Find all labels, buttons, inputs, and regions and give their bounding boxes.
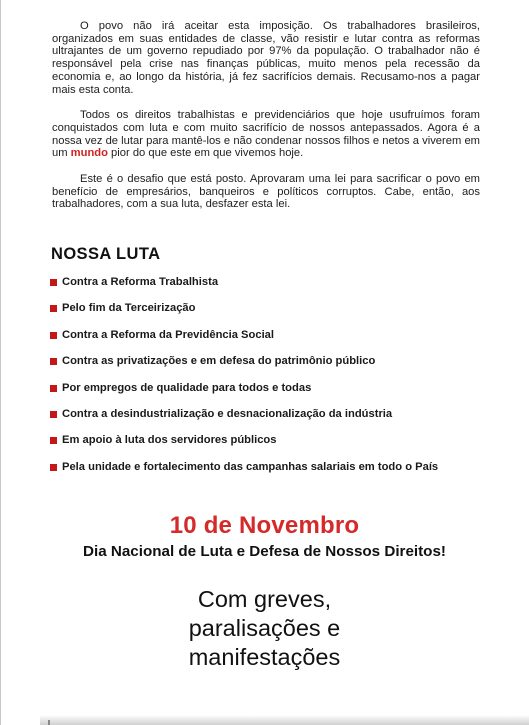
- square-bullet-icon: [50, 385, 57, 392]
- page-edge-mark: [48, 720, 50, 725]
- square-bullet-icon: [50, 437, 57, 444]
- list-item-label: Pela unidade e fortalecimento das campanhas salariais em todo o País: [62, 460, 439, 473]
- list-item: [50, 461, 490, 487]
- list-item: [50, 355, 490, 381]
- list-item-label: Por empregos de qualidade para todos e todas: [62, 381, 312, 394]
- list-item: [50, 408, 490, 434]
- list-item-label: Contra a Reforma Trabalhista: [62, 276, 219, 288]
- list-item: [50, 276, 490, 302]
- slogan-line: paralisações e: [188, 615, 341, 641]
- list-item-label: Pelo fim da Terceirização: [62, 302, 196, 315]
- paragraph-2: [52, 109, 480, 160]
- list-item: [50, 329, 490, 355]
- list-item: [50, 434, 490, 460]
- list-item-label: Contra a Reforma da Previdência Social: [62, 328, 275, 341]
- list-item: [50, 302, 490, 328]
- square-bullet-icon: [50, 411, 57, 418]
- highlighted-word: mundo: [70, 147, 108, 160]
- slogan: [0, 585, 529, 672]
- square-bullet-icon: [50, 332, 57, 339]
- list-item: [50, 382, 490, 408]
- slogan-line: manifestações: [188, 644, 341, 670]
- square-bullet-icon: [50, 464, 57, 471]
- event-title: Dia Nacional de Luta e Defesa de Nossos Direitos!: [83, 543, 446, 560]
- page-bottom-edge: [40, 715, 529, 725]
- slogan-line: Com greves,: [197, 586, 332, 612]
- square-bullet-icon: [50, 279, 57, 286]
- event-date: 10 de Novembro: [169, 512, 360, 539]
- square-bullet-icon: [50, 358, 57, 365]
- section-title: NOSSA LUTA: [51, 245, 161, 263]
- list-item-label: Em apoio à luta dos servidores públicos: [62, 434, 277, 447]
- list-item-label: Contra as privatizações e em defesa do patrimônio público: [62, 355, 376, 368]
- paragraph-2-end: pior do que este em que vivemos hoje.: [107, 147, 304, 160]
- body-text: [52, 20, 480, 224]
- square-bullet-icon: [50, 305, 57, 312]
- list-item-label: Contra a desindustrialização e desnacionalização da indústria: [62, 407, 393, 420]
- paragraph-1: O povo não irá aceitar esta imposição. Os trabalhadores brasileiros, organizados em suas entidades de classe, vão resistir e lutar contra as reformas ultrajantes de um governo repudiado por 97% da população. O trabalhador não é responsável pela crise nas finanças públicas, muito menos pela recessão da economia e, ao longo da história, já fez sacrifícios demais. Recusamo-nos a pagar mais esta conta.: [52, 20, 480, 96]
- struggle-list: [50, 276, 490, 487]
- paragraph-2-start: Todos os direitos trabalhistas e previdenciários que hoje usufruímos foram conquistados com luta e com muito sacrifício de nossos antepassados. Agora é a nossa vez de lutar para mantê-los e não condenar nossos filhos e netos a viverem em um: [52, 109, 480, 160]
- paragraph-3: Este é o desafio que está posto. Aprovaram uma lei para sacrificar o povo em benefício de empresários, banqueiros e políticos corruptos. Cabe, então, aos trabalhadores, com a sua luta, desfazer esta lei.: [52, 173, 480, 211]
